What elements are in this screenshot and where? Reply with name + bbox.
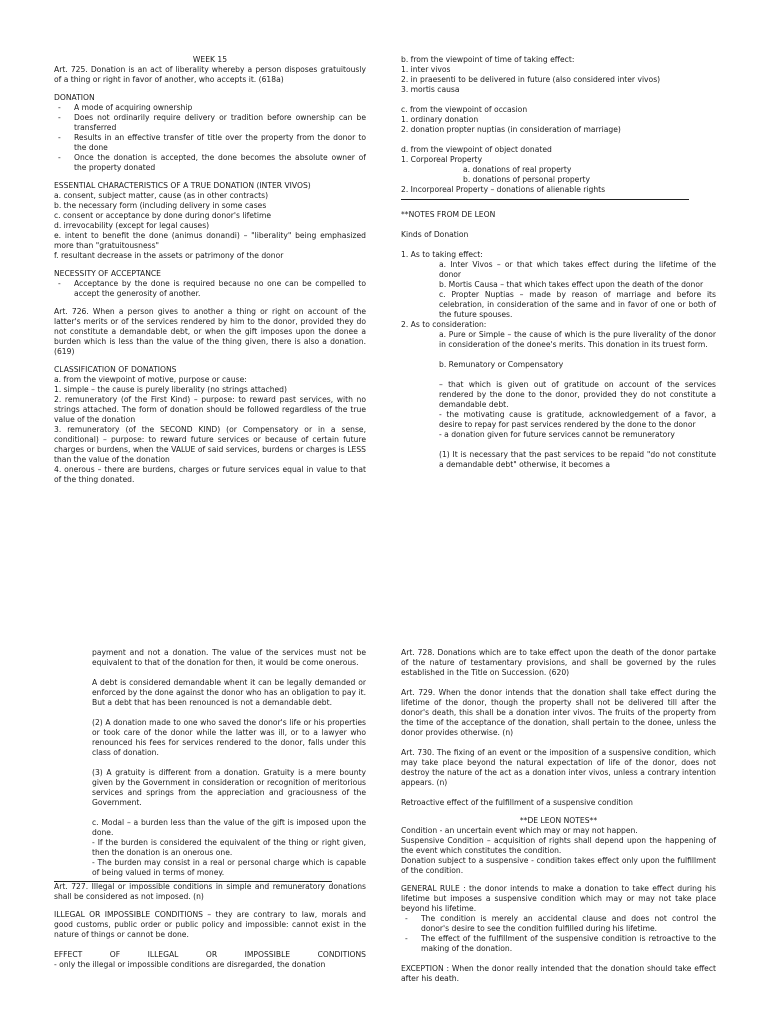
demandable-debt: A debt is considered demandable whent it can be legally demanded or enforced by the done against the donor who has an obligation to pay it. But a debt that has been renounced is not a demandable debt. xyxy=(92,678,366,707)
list-item: e. intent to benefit the done (animus donandi) – "liberality" being emphasized more than "gratuitousness" xyxy=(54,231,366,250)
continuation: payment and not a donation. The value of the services must not be equivalent to that of the donation for then, it would be come onerous. xyxy=(92,648,366,667)
effect-line: - only the illegal or impossible conditions are disregarded, the donation xyxy=(54,960,326,969)
remuneratory-future: - a donation given for future services cannot be remuneratory xyxy=(439,430,675,439)
remuneratory-desc: – that which is given out of gratitude on account of the services rendered by the done to the donor, provided they do not constitute a demandable debt. xyxy=(439,380,716,409)
note-3: (3) A gratuity is different from a donation. Gratuity is a mere bounty given by the Government in consideration or recognition of meritorious services and springs from the appreciation and graciousness of the Government. xyxy=(92,768,366,807)
list-item: b. donations of personal property xyxy=(463,175,590,184)
list-item: 2. donation propter nuptias (in consideration of marriage) xyxy=(401,125,621,134)
pure-simple: a. Pure or Simple – the cause of which is the pure liverality of the donor in consideration of the donee's merits. This donation in its truest form. xyxy=(439,330,716,349)
class-a3: 3. remuneratory (of the SECOND KIND) (or Compensatory or in a sense, conditional) – purpose: to reward future services or because of certain future charges or burdens, when the VALUE of said services, burdens or charges is LESS than the value of the donation xyxy=(54,425,366,464)
remuneratory-heading: b. Remunatory or Compensatory xyxy=(439,360,564,369)
week-heading: WEEK 15 xyxy=(192,55,228,64)
notes-heading: **NOTES FROM DE LEON xyxy=(401,210,496,219)
art-729: Art. 729. When the donor intends that the donation shall take effect during the lifetime of the donor, though the property shall not be delivered till after the donor's death, this shall be a donation inter vivos. The fruits of the property from the time of the acceptance of the donation, shall pertain to the donee, unless the donor provides otherwise. (n) xyxy=(401,688,716,737)
list-item: a. donations of real property xyxy=(463,165,572,174)
art-726: Art. 726. When a person gives to another a thing or right on account of the latter's merits or of the services rendered by him to the donor, provided they do not constitute a demandable debt, or when the gift imposes upon the donee a burden which is less than the value of the thing given, there is also a donation. (619) xyxy=(54,307,366,356)
list-item: 1. inter vivos xyxy=(401,65,451,74)
art-725: Art. 725. Donation is an act of liberality whereby a person disposes gratuitously of a thing or right in favor of another, who accepts it. (618a) xyxy=(54,65,366,84)
suspensive-effect: Donation subject to a suspensive - condition takes effect only upon the fulfillment of the condition. xyxy=(401,856,716,875)
modal-2: - The burden may consist in a real or personal charge which is capable of being valued in terms of money. xyxy=(92,858,366,877)
document-page-2 xyxy=(0,640,768,1024)
list-item: - The condition is merely an accidental clause and does not control the donor's desire to see the condition fulfilled during his lifetime. xyxy=(401,914,716,934)
note-2: (2) A donation made to one who saved the donor's life or his properties or took care of the donor while the latter was ill, or to a lawyer who renounced his fees for services rendered to the donor, falls under this class of donation. xyxy=(92,718,366,757)
class-a4: 4. onerous – there are burdens, charges or future services equal in value to that of the thing donated. xyxy=(54,465,366,484)
list-item: - Acceptance by the done is required because no one can be compelled to accept the generosity of another. xyxy=(54,279,366,299)
retroactive-heading: Retroactive effect of the fulfillment of a suspensive condition xyxy=(401,798,633,807)
list-item: d. irrevocability (except for legal causes) xyxy=(54,221,210,230)
illegal-conditions: ILLEGAL OR IMPOSSIBLE CONDITIONS – they are contrary to law, morals and good customs, public order or public policy and impossible: cannot exist in the nature of things or cannot be done. xyxy=(54,910,366,939)
page1-left-column xyxy=(54,55,366,485)
list-item: b. the necessary form (including delivery in some cases xyxy=(54,201,267,210)
necessity-heading: NECESSITY OF ACCEPTANCE xyxy=(54,269,161,278)
modal: c. Modal – a burden less than the value of the gift is imposed upon the done. xyxy=(92,818,366,837)
art-727: Art. 727. Illegal or impossible conditions in simple and remuneratory donations shall be considered as not imposed. (n) xyxy=(54,882,366,901)
mortis-causa: b. Mortis Causa – that which takes effect upon the death of the donor xyxy=(439,280,704,289)
general-rule: GENERAL RULE : the donor intends to make a donation to take effect during his lifetime but imposes a suspensive condition which may or may not take place beyond his lifetime. xyxy=(401,884,716,913)
list-item: - A mode of acquiring ownership xyxy=(54,103,366,113)
exception: EXCEPTION : When the donor really intended that the donation should take effect after his death. xyxy=(401,964,716,983)
as-consideration: 2. As to consideration: xyxy=(401,320,487,329)
page2-right-column xyxy=(401,648,716,984)
list-item: 3. mortis causa xyxy=(401,85,460,94)
remuneratory-motive: - the motivating cause is gratitude, acknowledgement of a favor, a desire to repay for past services rendered by the done to the donor xyxy=(439,410,716,429)
condition-def: Condition - an uncertain event which may or may not happen. xyxy=(401,826,638,835)
inter-vivos: a. Inter Vivos – or that which takes effect during the lifetime of the donor xyxy=(439,260,716,279)
art-730: Art. 730. The fixing of an event or the imposition of a suspensive condition, which may take place beyond the natural expectation of life of the donor, does not destroy the nature of the act as a donation inter vivos, unless a contrary intention appears. (n) xyxy=(401,748,716,787)
donation-heading: DONATION xyxy=(54,93,95,102)
general-rule-list xyxy=(401,914,716,954)
b-heading: b. from the viewpoint of time of taking effect: xyxy=(401,55,575,64)
d-heading: d. from the viewpoint of object donated xyxy=(401,145,552,154)
kinds-heading: Kinds of Donation xyxy=(401,230,469,239)
suspensive-def: Suspensive Condition – acquisition of rights shall depend upon the happening of the event which constitutes the condition. xyxy=(401,836,716,855)
list-item: 2. in praesenti to be delivered in future (also considered inter vivos) xyxy=(401,75,661,84)
donation-list xyxy=(54,103,366,173)
list-item: - The effect of the fulfillment of the suspensive condition is retroactive to the making of the donation. xyxy=(401,934,716,954)
list-item: 1. Corporeal Property xyxy=(401,155,483,164)
class-a2: 2. remuneratory (of the First Kind) – purpose: to reward past services, with no strings attached. The form of donation should be followed regardless of the true value of the donation xyxy=(54,395,366,424)
art-728: Art. 728. Donations which are to take effect upon the death of the donor partake of the nature of testamentary provisions, and shall be governed by the rules established in the Title on Succession. (620) xyxy=(401,648,716,677)
list-item: - Results in an effective transfer of title over the property from the donor to the done xyxy=(54,133,366,153)
list-item: c. consent or acceptance by done during donor's lifetime xyxy=(54,211,272,220)
list-item: 2. Incorporeal Property – donations of alienable rights xyxy=(401,185,606,194)
page1-right-column xyxy=(401,55,716,470)
list-item: f. resultant decrease in the assets or patrimony of the donor xyxy=(54,251,284,260)
modal-1: - If the burden is considered the equivalent of the thing or right given, then the donation is an onerous one. xyxy=(92,838,366,857)
class-a1: 1. simple – the cause is purely liberality (no strings attached) xyxy=(54,385,287,394)
note-1: (1) It is necessary that the past services to be repaid "do not constitute a demandable debt" otherwise, it becomes a xyxy=(439,450,716,469)
effect-heading: EFFECT OF ILLEGAL OR IMPOSSIBLE CONDITIONS xyxy=(54,950,366,959)
class-a: a. from the viewpoint of motive, purpose or cause: xyxy=(54,375,247,384)
list-item: 1. ordinary donation xyxy=(401,115,479,124)
c-heading: c. from the viewpoint of occasion xyxy=(401,105,528,114)
list-item: - Does not ordinarily require delivery or tradition before ownership can be transferred xyxy=(54,113,366,133)
de-leon-notes-heading: **DE LEON NOTES** xyxy=(519,816,598,825)
propter-nuptias: c. Propter Nuptias – made by reason of marriage and before its celebration, in consideration of the same and in favor of one or both of the future spouses. xyxy=(439,290,716,319)
page2-left-column xyxy=(54,648,366,970)
list-item: a. consent, subject matter, cause (as in other contracts) xyxy=(54,191,269,200)
essential-heading: ESSENTIAL CHARACTERISTICS OF A TRUE DONATION (INTER VIVOS) xyxy=(54,181,311,190)
as-taking-effect: 1. As to taking effect: xyxy=(401,250,483,259)
list-item: - Once the donation is accepted, the done becomes the absolute owner of the property donated xyxy=(54,153,366,173)
necessity-list xyxy=(54,279,366,299)
classification-heading: CLASSIFICATION OF DONATIONS xyxy=(54,365,177,374)
